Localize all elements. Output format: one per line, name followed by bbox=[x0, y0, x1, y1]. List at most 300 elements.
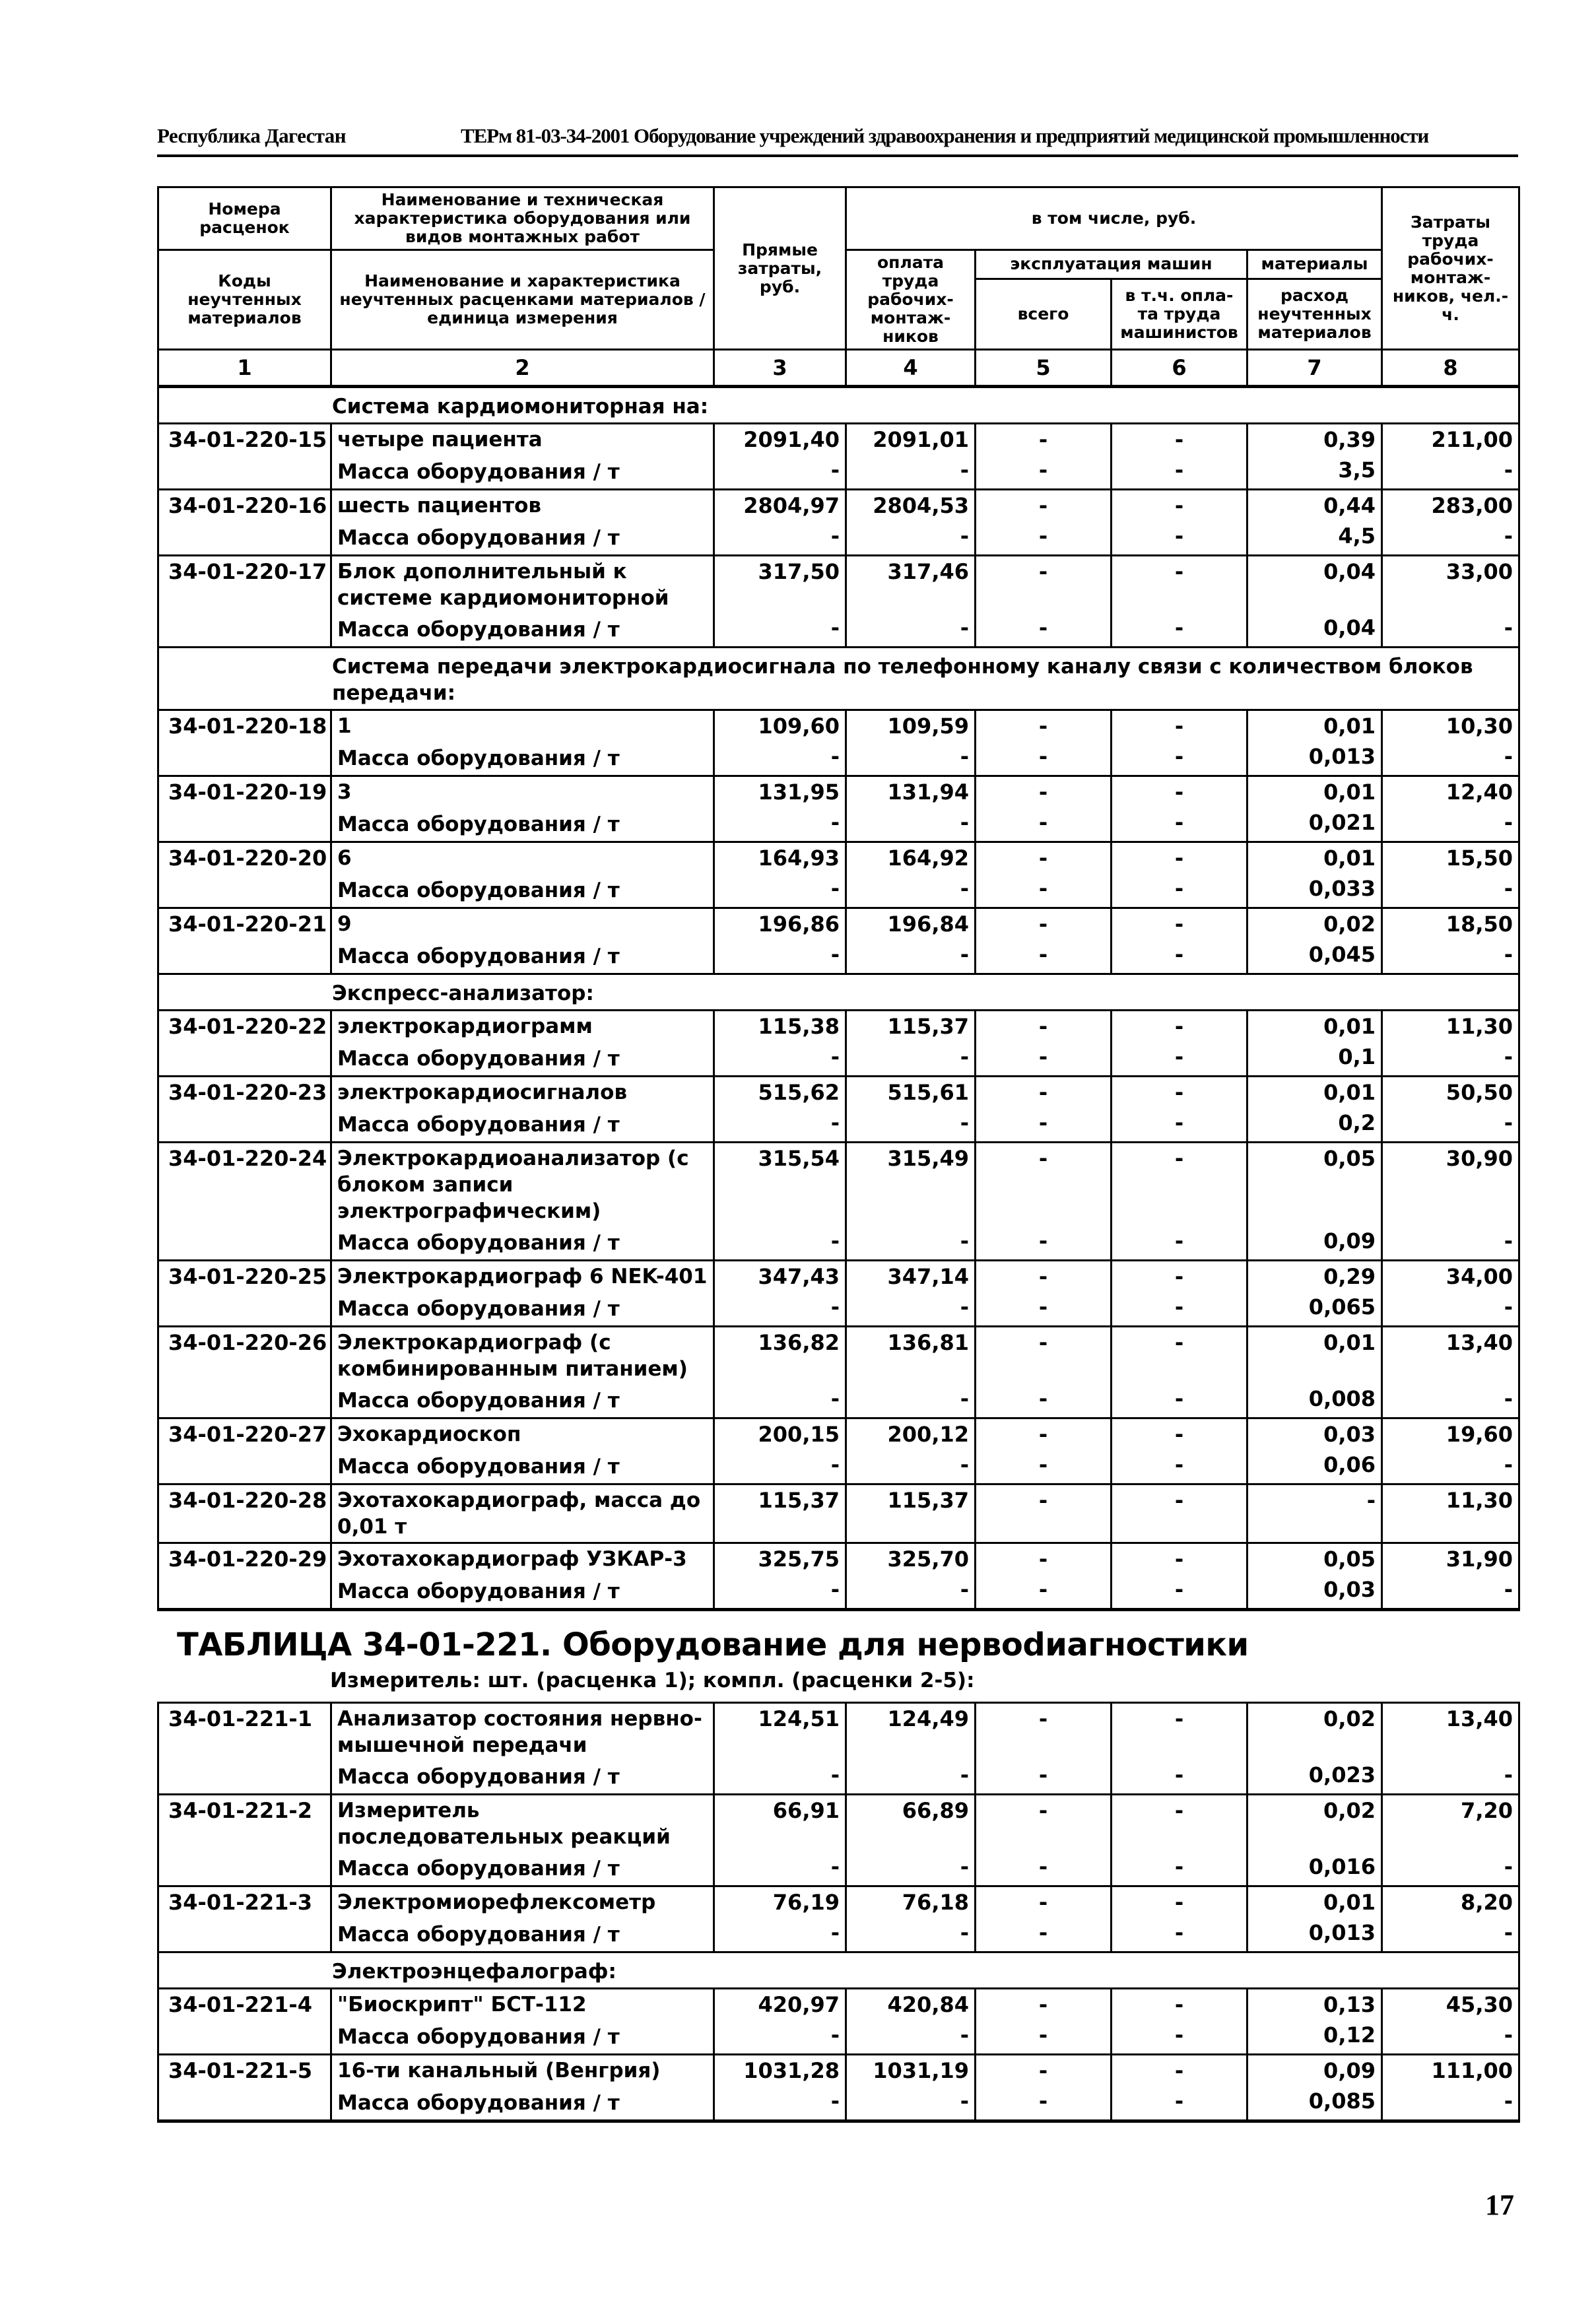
col-header-machines-total: всего bbox=[976, 279, 1112, 349]
machinists-pay: - bbox=[1112, 1042, 1247, 1077]
material-code bbox=[158, 455, 331, 490]
materials: - bbox=[1247, 1484, 1382, 1543]
direct-costs: 136,82 bbox=[714, 1327, 846, 1385]
labor-costs: 34,00 bbox=[1382, 1261, 1519, 1293]
direct-costs: - bbox=[714, 2020, 846, 2055]
mass-label: Масса оборудования / т bbox=[331, 1042, 714, 1077]
rate-name: электрокардиограмм bbox=[331, 1011, 714, 1043]
material-mass: 4,5 bbox=[1247, 521, 1382, 556]
section-title: Экспресс-анализатор: bbox=[158, 974, 1519, 1011]
wages: 2091,01 bbox=[846, 424, 976, 456]
machines-total: - bbox=[976, 908, 1112, 941]
labor-costs: - bbox=[1382, 1760, 1519, 1795]
direct-costs: 515,62 bbox=[714, 1077, 846, 1109]
mass-label: Масса оборудования / т bbox=[331, 1450, 714, 1484]
col-header-direct-costs: Прямые затраты, руб. bbox=[714, 187, 846, 350]
rate-code: 34-01-220-24 bbox=[158, 1143, 331, 1227]
direct-costs: 347,43 bbox=[714, 1261, 846, 1293]
wages: 515,61 bbox=[846, 1077, 976, 1109]
direct-costs: 1031,28 bbox=[714, 2055, 846, 2087]
material-code bbox=[158, 1918, 331, 1952]
wages: 317,46 bbox=[846, 556, 976, 614]
machinists-pay: - bbox=[1112, 1575, 1247, 1610]
direct-costs: - bbox=[714, 455, 846, 490]
machines-total: - bbox=[976, 2055, 1112, 2087]
machines-total: - bbox=[976, 1575, 1112, 1610]
machinists-pay: - bbox=[1112, 1852, 1247, 1886]
machinists-pay: - bbox=[1112, 742, 1247, 776]
wages: - bbox=[846, 808, 976, 842]
machinists-pay: - bbox=[1112, 556, 1247, 614]
wages: 315,49 bbox=[846, 1143, 976, 1227]
labor-costs: - bbox=[1382, 1292, 1519, 1327]
machinists-pay: - bbox=[1112, 1918, 1247, 1952]
machinists-pay: - bbox=[1112, 1450, 1247, 1484]
materials: 0,39 bbox=[1247, 424, 1382, 456]
direct-costs: 420,97 bbox=[714, 1989, 846, 2021]
material-mass: 0,016 bbox=[1247, 1852, 1382, 1886]
wages: 109,59 bbox=[846, 710, 976, 743]
machines-total: - bbox=[976, 1795, 1112, 1853]
direct-costs: 2091,40 bbox=[714, 424, 846, 456]
labor-costs: 7,20 bbox=[1382, 1795, 1519, 1853]
mass-row bbox=[158, 1760, 1519, 1795]
material-code bbox=[158, 1575, 331, 1610]
mass-row bbox=[158, 1042, 1519, 1077]
wages: 115,37 bbox=[846, 1011, 976, 1043]
materials: 0,13 bbox=[1247, 1989, 1382, 2021]
machinists-pay: - bbox=[1112, 1543, 1247, 1576]
col-header-machines: эксплуатация машин bbox=[976, 250, 1247, 279]
direct-costs: 196,86 bbox=[714, 908, 846, 941]
mass-row bbox=[158, 1918, 1519, 1952]
labor-costs: - bbox=[1382, 455, 1519, 490]
rate-name: 1 bbox=[331, 710, 714, 743]
labor-costs: 31,90 bbox=[1382, 1543, 1519, 1576]
rate-code: 34-01-220-15 bbox=[158, 424, 331, 456]
col-header-material-names: Наименование и характеристика неучтенных расценками материалов / единица измерения bbox=[331, 250, 714, 350]
table-row bbox=[158, 1143, 1519, 1227]
direct-costs: 124,51 bbox=[714, 1703, 846, 1761]
materials: 0,01 bbox=[1247, 710, 1382, 743]
direct-costs: - bbox=[714, 874, 846, 908]
materials: 0,01 bbox=[1247, 842, 1382, 875]
section-title: Система кардиомониторная на: bbox=[158, 387, 1519, 424]
table-221-heading bbox=[157, 1624, 1518, 1695]
material-code bbox=[158, 1108, 331, 1143]
mass-label: Масса оборудования / т bbox=[331, 1575, 714, 1610]
material-mass: 0,033 bbox=[1247, 874, 1382, 908]
material-code bbox=[158, 1760, 331, 1795]
wages: 196,84 bbox=[846, 908, 976, 941]
materials: 0,01 bbox=[1247, 1886, 1382, 1919]
direct-costs: - bbox=[714, 1108, 846, 1143]
machines-total: - bbox=[976, 556, 1112, 614]
wages: - bbox=[846, 1575, 976, 1610]
machinists-pay: - bbox=[1112, 1292, 1247, 1327]
table-row bbox=[158, 2055, 1519, 2087]
rate-name: четыре пациента bbox=[331, 424, 714, 456]
mass-row bbox=[158, 1450, 1519, 1484]
wages: 347,14 bbox=[846, 1261, 976, 1293]
machinists-pay: - bbox=[1112, 1011, 1247, 1043]
machinists-pay: - bbox=[1112, 776, 1247, 809]
table-221-measure: Измеритель: шт. (расценка 1); компл. (расценки 2-5): bbox=[330, 1669, 975, 1692]
mass-row bbox=[158, 1226, 1519, 1261]
direct-costs: 115,37 bbox=[714, 1484, 846, 1543]
mass-row bbox=[158, 1575, 1519, 1610]
mass-label: Масса оборудования / т bbox=[331, 1292, 714, 1327]
mass-label: Масса оборудования / т bbox=[331, 1226, 714, 1261]
rate-code: 34-01-221-5 bbox=[158, 2055, 331, 2087]
wages: - bbox=[846, 1292, 976, 1327]
section-row bbox=[158, 974, 1519, 1011]
wages: - bbox=[846, 1760, 976, 1795]
table-row bbox=[158, 1261, 1519, 1293]
materials: 0,05 bbox=[1247, 1543, 1382, 1576]
labor-costs: - bbox=[1382, 1226, 1519, 1261]
direct-costs: 317,50 bbox=[714, 556, 846, 614]
material-code bbox=[158, 2020, 331, 2055]
materials: 0,01 bbox=[1247, 1011, 1382, 1043]
mass-label: Масса оборудования / т bbox=[331, 940, 714, 974]
col-number: 4 bbox=[846, 350, 976, 387]
direct-costs: - bbox=[714, 742, 846, 776]
material-code bbox=[158, 521, 331, 556]
machinists-pay: - bbox=[1112, 1703, 1247, 1761]
col-number: 3 bbox=[714, 350, 846, 387]
direct-costs: - bbox=[714, 1450, 846, 1484]
mass-label: Масса оборудования / т bbox=[331, 1918, 714, 1952]
machinists-pay: - bbox=[1112, 842, 1247, 875]
wages: - bbox=[846, 1450, 976, 1484]
col-header-rate-numbers: Номера расценок bbox=[158, 187, 331, 250]
rate-code: 34-01-220-28 bbox=[158, 1484, 331, 1543]
material-code bbox=[158, 742, 331, 776]
material-code bbox=[158, 808, 331, 842]
direct-costs: - bbox=[714, 940, 846, 974]
machinists-pay: - bbox=[1112, 874, 1247, 908]
direct-costs: 131,95 bbox=[714, 776, 846, 809]
machines-total: - bbox=[976, 1327, 1112, 1385]
machines-total: - bbox=[976, 1760, 1112, 1795]
wages: - bbox=[846, 1918, 976, 1952]
machines-total: - bbox=[976, 1261, 1112, 1293]
machinists-pay: - bbox=[1112, 455, 1247, 490]
rate-name: Электрокардиограф 6 NEK-401 bbox=[331, 1261, 714, 1293]
materials: 0,01 bbox=[1247, 776, 1382, 809]
labor-costs: 11,30 bbox=[1382, 1011, 1519, 1043]
labor-costs: 283,00 bbox=[1382, 490, 1519, 522]
col-number: 6 bbox=[1112, 350, 1247, 387]
rate-name: Электрокардиоанализатор (с блоком записи электрографическим) bbox=[331, 1143, 714, 1227]
wages: - bbox=[846, 613, 976, 648]
material-code bbox=[158, 874, 331, 908]
material-mass: 0,013 bbox=[1247, 742, 1382, 776]
table-row bbox=[158, 776, 1519, 809]
mass-row bbox=[158, 1292, 1519, 1327]
labor-costs: - bbox=[1382, 613, 1519, 648]
rate-code: 34-01-220-23 bbox=[158, 1077, 331, 1109]
machinists-pay: - bbox=[1112, 1795, 1247, 1853]
machinists-pay: - bbox=[1112, 521, 1247, 556]
labor-costs: 13,40 bbox=[1382, 1703, 1519, 1761]
material-mass: 0,2 bbox=[1247, 1108, 1382, 1143]
machines-total: - bbox=[976, 1989, 1112, 2021]
labor-costs: 50,50 bbox=[1382, 1077, 1519, 1109]
direct-costs: - bbox=[714, 1760, 846, 1795]
wages: 66,89 bbox=[846, 1795, 976, 1853]
direct-costs: - bbox=[714, 1226, 846, 1261]
machines-total: - bbox=[976, 1484, 1112, 1543]
rate-name: Эхокардиоскоп bbox=[331, 1418, 714, 1451]
wages: - bbox=[846, 521, 976, 556]
machines-total: - bbox=[976, 742, 1112, 776]
section-row bbox=[158, 1952, 1519, 1989]
labor-costs: - bbox=[1382, 1042, 1519, 1077]
labor-costs: 18,50 bbox=[1382, 908, 1519, 941]
machinists-pay: - bbox=[1112, 1077, 1247, 1109]
labor-costs: 30,90 bbox=[1382, 1143, 1519, 1227]
rate-code: 34-01-220-18 bbox=[158, 710, 331, 743]
rate-code: 34-01-220-25 bbox=[158, 1261, 331, 1293]
mass-row bbox=[158, 874, 1519, 908]
direct-costs: 164,93 bbox=[714, 842, 846, 875]
table-row bbox=[158, 1543, 1519, 1576]
machinists-pay: - bbox=[1112, 424, 1247, 456]
materials: 0,02 bbox=[1247, 1795, 1382, 1853]
rate-code: 34-01-220-17 bbox=[158, 556, 331, 614]
section-row bbox=[158, 648, 1519, 710]
machines-total: - bbox=[976, 1077, 1112, 1109]
mass-label: Масса оборудования / т bbox=[331, 2020, 714, 2055]
direct-costs: 109,60 bbox=[714, 710, 846, 743]
machines-total: - bbox=[976, 1703, 1112, 1761]
mass-label: Масса оборудования / т bbox=[331, 874, 714, 908]
mass-label: Масса оборудования / т bbox=[331, 1384, 714, 1418]
machinists-pay: - bbox=[1112, 808, 1247, 842]
labor-costs: - bbox=[1382, 1918, 1519, 1952]
col-header-labor-costs: Затраты труда рабочих-монтаж-ников, чел.-ч. bbox=[1382, 187, 1519, 350]
materials: 0,03 bbox=[1247, 1418, 1382, 1451]
material-code bbox=[158, 1450, 331, 1484]
labor-costs: 8,20 bbox=[1382, 1886, 1519, 1919]
mass-row bbox=[158, 808, 1519, 842]
machinists-pay: - bbox=[1112, 490, 1247, 522]
machinists-pay: - bbox=[1112, 2086, 1247, 2121]
labor-costs: 33,00 bbox=[1382, 556, 1519, 614]
labor-costs: - bbox=[1382, 1575, 1519, 1610]
col-number: 5 bbox=[976, 350, 1112, 387]
labor-costs: - bbox=[1382, 940, 1519, 974]
labor-costs: - bbox=[1382, 521, 1519, 556]
table-header bbox=[158, 187, 1519, 387]
mass-row bbox=[158, 1108, 1519, 1143]
material-mass: 0,023 bbox=[1247, 1760, 1382, 1795]
direct-costs: - bbox=[714, 1918, 846, 1952]
material-code bbox=[158, 1852, 331, 1886]
labor-costs: 15,50 bbox=[1382, 842, 1519, 875]
materials: 0,01 bbox=[1247, 1077, 1382, 1109]
wages: - bbox=[846, 742, 976, 776]
col-header-name: Наименование и техническая характеристика оборудования или видов монтажных работ bbox=[331, 187, 714, 250]
machinists-pay: - bbox=[1112, 940, 1247, 974]
machines-total: - bbox=[976, 1918, 1112, 1952]
rate-name: 9 bbox=[331, 908, 714, 941]
wages: - bbox=[846, 2020, 976, 2055]
mass-label: Масса оборудования / т bbox=[331, 613, 714, 648]
table-row bbox=[158, 908, 1519, 941]
machinists-pay: - bbox=[1112, 1886, 1247, 1919]
rate-name: "Биоскрипт" БСТ-112 bbox=[331, 1989, 714, 2021]
page-header bbox=[157, 124, 1518, 157]
rates-table-220 bbox=[157, 186, 1518, 1611]
materials: 0,02 bbox=[1247, 1703, 1382, 1761]
labor-costs: - bbox=[1382, 2086, 1519, 2121]
mass-label: Масса оборудования / т bbox=[331, 2086, 714, 2121]
wages: - bbox=[846, 940, 976, 974]
rate-code: 34-01-220-29 bbox=[158, 1543, 331, 1576]
labor-costs: 45,30 bbox=[1382, 1989, 1519, 2021]
labor-costs: - bbox=[1382, 874, 1519, 908]
direct-costs: 66,91 bbox=[714, 1795, 846, 1853]
labor-costs: 11,30 bbox=[1382, 1484, 1519, 1543]
col-header-materials: материалы bbox=[1247, 250, 1382, 279]
wages: 115,37 bbox=[846, 1484, 976, 1543]
material-mass: 0,09 bbox=[1247, 1226, 1382, 1261]
labor-costs: - bbox=[1382, 808, 1519, 842]
direct-costs: 325,75 bbox=[714, 1543, 846, 1576]
machinists-pay: - bbox=[1112, 1484, 1247, 1543]
material-code bbox=[158, 1292, 331, 1327]
col-header-machinists-pay: в т.ч. опла-та труда машинистов bbox=[1112, 279, 1247, 349]
rate-name: Анализатор состояния нервно-мышечной передачи bbox=[331, 1703, 714, 1761]
material-mass: 0,008 bbox=[1247, 1384, 1382, 1418]
materials: 0,05 bbox=[1247, 1143, 1382, 1227]
direct-costs: 200,15 bbox=[714, 1418, 846, 1451]
mass-label: Масса оборудования / т bbox=[331, 455, 714, 490]
machines-total: - bbox=[976, 842, 1112, 875]
machinists-pay: - bbox=[1112, 1327, 1247, 1385]
wages: 200,12 bbox=[846, 1418, 976, 1451]
materials: 0,02 bbox=[1247, 908, 1382, 941]
labor-costs: 10,30 bbox=[1382, 710, 1519, 743]
rate-code: 34-01-221-2 bbox=[158, 1795, 331, 1853]
machines-total: - bbox=[976, 424, 1112, 456]
machinists-pay: - bbox=[1112, 710, 1247, 743]
machines-total: - bbox=[976, 1450, 1112, 1484]
machines-total: - bbox=[976, 940, 1112, 974]
mass-row bbox=[158, 455, 1519, 490]
machinists-pay: - bbox=[1112, 613, 1247, 648]
machines-total: - bbox=[976, 1226, 1112, 1261]
machinists-pay: - bbox=[1112, 1143, 1247, 1227]
table-row bbox=[158, 1989, 1519, 2021]
direct-costs: - bbox=[714, 1575, 846, 1610]
wages: 1031,19 bbox=[846, 2055, 976, 2087]
wages: - bbox=[846, 1042, 976, 1077]
table-row bbox=[158, 490, 1519, 522]
mass-label: Масса оборудования / т bbox=[331, 808, 714, 842]
mass-label: Масса оборудования / т bbox=[331, 1108, 714, 1143]
direct-costs: - bbox=[714, 1292, 846, 1327]
col-header-material-consumption: расход неучтенных материалов bbox=[1247, 279, 1382, 349]
material-mass: 0,12 bbox=[1247, 2020, 1382, 2055]
machines-total: - bbox=[976, 455, 1112, 490]
mass-row bbox=[158, 1384, 1519, 1418]
table-row bbox=[158, 424, 1519, 456]
header-region: Республика Дагестан bbox=[157, 124, 346, 147]
rate-name: 16-ти канальный (Венгрия) bbox=[331, 2055, 714, 2087]
material-mass: 0,03 bbox=[1247, 1575, 1382, 1610]
materials: 0,04 bbox=[1247, 556, 1382, 614]
labor-costs: 211,00 bbox=[1382, 424, 1519, 456]
wages: 2804,53 bbox=[846, 490, 976, 522]
material-code bbox=[158, 613, 331, 648]
col-number: 2 bbox=[331, 350, 714, 387]
table-row bbox=[158, 1484, 1519, 1543]
machinists-pay: - bbox=[1112, 2020, 1247, 2055]
material-mass: 0,045 bbox=[1247, 940, 1382, 974]
machines-total: - bbox=[976, 613, 1112, 648]
rate-name: Электромиорефлексометр bbox=[331, 1886, 714, 1919]
material-mass: 0,013 bbox=[1247, 1918, 1382, 1952]
col-header-wages: оплата труда рабочих-монтаж-ников bbox=[846, 250, 976, 350]
section-title: Электроэнцефалограф: bbox=[158, 1952, 1519, 1989]
machinists-pay: - bbox=[1112, 1226, 1247, 1261]
direct-costs: - bbox=[714, 808, 846, 842]
rate-name: 6 bbox=[331, 842, 714, 875]
rate-name: Электрокардиограф (с комбинированным питанием) bbox=[331, 1327, 714, 1385]
rate-code: 34-01-221-3 bbox=[158, 1886, 331, 1919]
material-code bbox=[158, 940, 331, 974]
labor-costs: - bbox=[1382, 1852, 1519, 1886]
rate-code: 34-01-221-4 bbox=[158, 1989, 331, 2021]
rate-code: 34-01-220-26 bbox=[158, 1327, 331, 1385]
machines-total: - bbox=[976, 2020, 1112, 2055]
machinists-pay: - bbox=[1112, 1760, 1247, 1795]
section-row bbox=[158, 387, 1519, 424]
direct-costs: 2804,97 bbox=[714, 490, 846, 522]
col-header-material-codes: Коды неучтенных материалов bbox=[158, 250, 331, 350]
table-row bbox=[158, 1795, 1519, 1853]
wages: 420,84 bbox=[846, 1989, 976, 2021]
machines-total: - bbox=[976, 1543, 1112, 1576]
wages: - bbox=[846, 455, 976, 490]
wages: - bbox=[846, 1226, 976, 1261]
machines-total: - bbox=[976, 490, 1112, 522]
machinists-pay: - bbox=[1112, 1261, 1247, 1293]
material-code bbox=[158, 1042, 331, 1077]
rate-name: Измеритель последовательных реакций bbox=[331, 1795, 714, 1853]
machinists-pay: - bbox=[1112, 908, 1247, 941]
machines-total: - bbox=[976, 776, 1112, 809]
machines-total: - bbox=[976, 2086, 1112, 2121]
rate-name: электрокардиосигналов bbox=[331, 1077, 714, 1109]
labor-costs: - bbox=[1382, 1384, 1519, 1418]
mass-label: Масса оборудования / т bbox=[331, 742, 714, 776]
wages: 136,81 bbox=[846, 1327, 976, 1385]
material-mass: 0,1 bbox=[1247, 1042, 1382, 1077]
table-row bbox=[158, 1327, 1519, 1385]
rate-code: 34-01-221-1 bbox=[158, 1703, 331, 1761]
mass-label: Масса оборудования / т bbox=[331, 1852, 714, 1886]
materials: 0,29 bbox=[1247, 1261, 1382, 1293]
materials: 0,01 bbox=[1247, 1327, 1382, 1385]
direct-costs: - bbox=[714, 1384, 846, 1418]
labor-costs: 111,00 bbox=[1382, 2055, 1519, 2087]
material-mass: 0,04 bbox=[1247, 613, 1382, 648]
